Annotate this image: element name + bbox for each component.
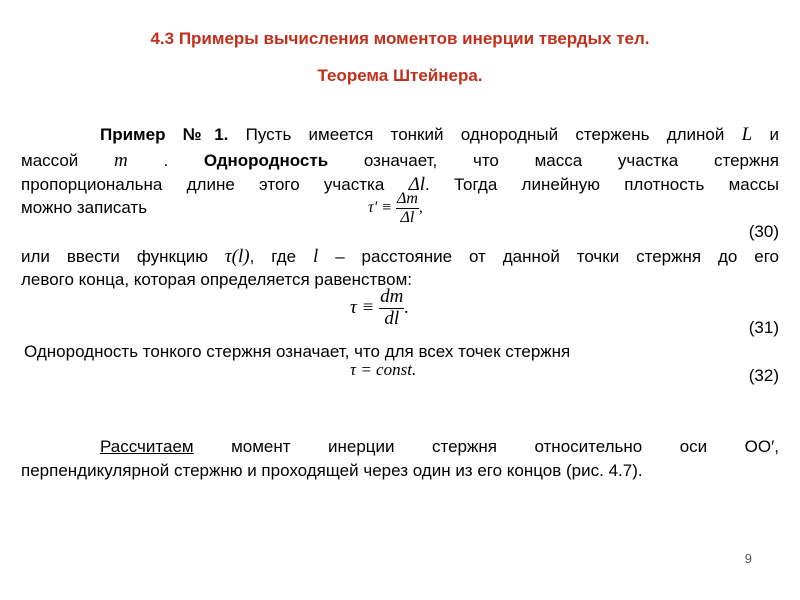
para2-text-1: или ввести функцию bbox=[21, 247, 208, 266]
page-title: 4.3 Примеры вычисления моментов инерции твердых тел. bbox=[150, 29, 650, 48]
equation-number-30: (30) bbox=[748, 222, 779, 241]
eq31-fraction bbox=[379, 287, 404, 330]
equation-number-31: (31) bbox=[748, 318, 779, 337]
page-subtitle: Теорема Штейнера. bbox=[317, 66, 483, 85]
eq30-numerator: Δm bbox=[396, 190, 418, 207]
para4-line-2: перпендикулярной стержню и проходящей через один из его концов (рис. 4.7). bbox=[21, 461, 643, 480]
para4-link-calculate[interactable]: Рассчитаем bbox=[100, 437, 194, 456]
example-homogeneity: Однородность bbox=[203, 151, 329, 170]
eq31-lhs: τ ≡ bbox=[350, 296, 375, 318]
example-line-2 bbox=[21, 150, 779, 172]
example-dot: . bbox=[163, 151, 169, 170]
para4-line-1 bbox=[21, 437, 779, 457]
para2-text-3: – расстояние от данной точки стержня до его bbox=[335, 247, 780, 266]
eq31-numerator: dm bbox=[380, 286, 404, 307]
var-m: m bbox=[114, 150, 128, 171]
example-line-4: можно записать bbox=[21, 198, 148, 217]
eq31-denominator: dl bbox=[384, 307, 400, 329]
equation-32: τ = const. bbox=[350, 360, 417, 379]
eq30-fraction bbox=[396, 190, 419, 226]
equation-number-32: (32) bbox=[748, 366, 779, 385]
eq30-tail: , bbox=[418, 198, 423, 216]
para3: Однородность тонкого стержня означает, что для всех точек стержня bbox=[24, 342, 571, 361]
example-line-3: пропорциональна длине этого участка Δl. Тогда линейную плотность массы bbox=[21, 174, 779, 195]
example-mass-word: массой bbox=[21, 151, 79, 170]
para4-text-1: момент инерции стержня относительно оси OO′, bbox=[231, 437, 780, 456]
eq30-denominator: Δl bbox=[400, 208, 415, 226]
var-delta-l: Δl bbox=[408, 174, 425, 195]
equation-30 bbox=[368, 190, 423, 226]
var-l: l bbox=[312, 246, 319, 267]
example-text-3b: Тогда линейную плотность массы bbox=[453, 175, 779, 194]
example-text-1: Пусть имеется тонкий однородный стержень длиной bbox=[245, 125, 725, 144]
para2-text-2: , где bbox=[249, 247, 297, 266]
example-line-1 bbox=[21, 124, 779, 146]
equation-31 bbox=[350, 287, 409, 330]
eq30-lhs: τ' ≡ bbox=[368, 198, 392, 216]
func-tau-l: τ(l) bbox=[224, 246, 250, 267]
example-and: и bbox=[769, 125, 779, 144]
var-L: L bbox=[741, 124, 753, 145]
example-text-3: пропорциональна длине этого участка bbox=[21, 175, 385, 194]
eq31-tail: . bbox=[404, 296, 410, 318]
page-number: 9 bbox=[744, 551, 752, 566]
example-means: означает, что масса участка стержня bbox=[363, 151, 779, 170]
para2-line-1 bbox=[21, 246, 779, 268]
example-label: Пример №1. bbox=[100, 125, 229, 144]
para2-line-2: левого конца, которая определяется равенством: bbox=[21, 270, 413, 289]
